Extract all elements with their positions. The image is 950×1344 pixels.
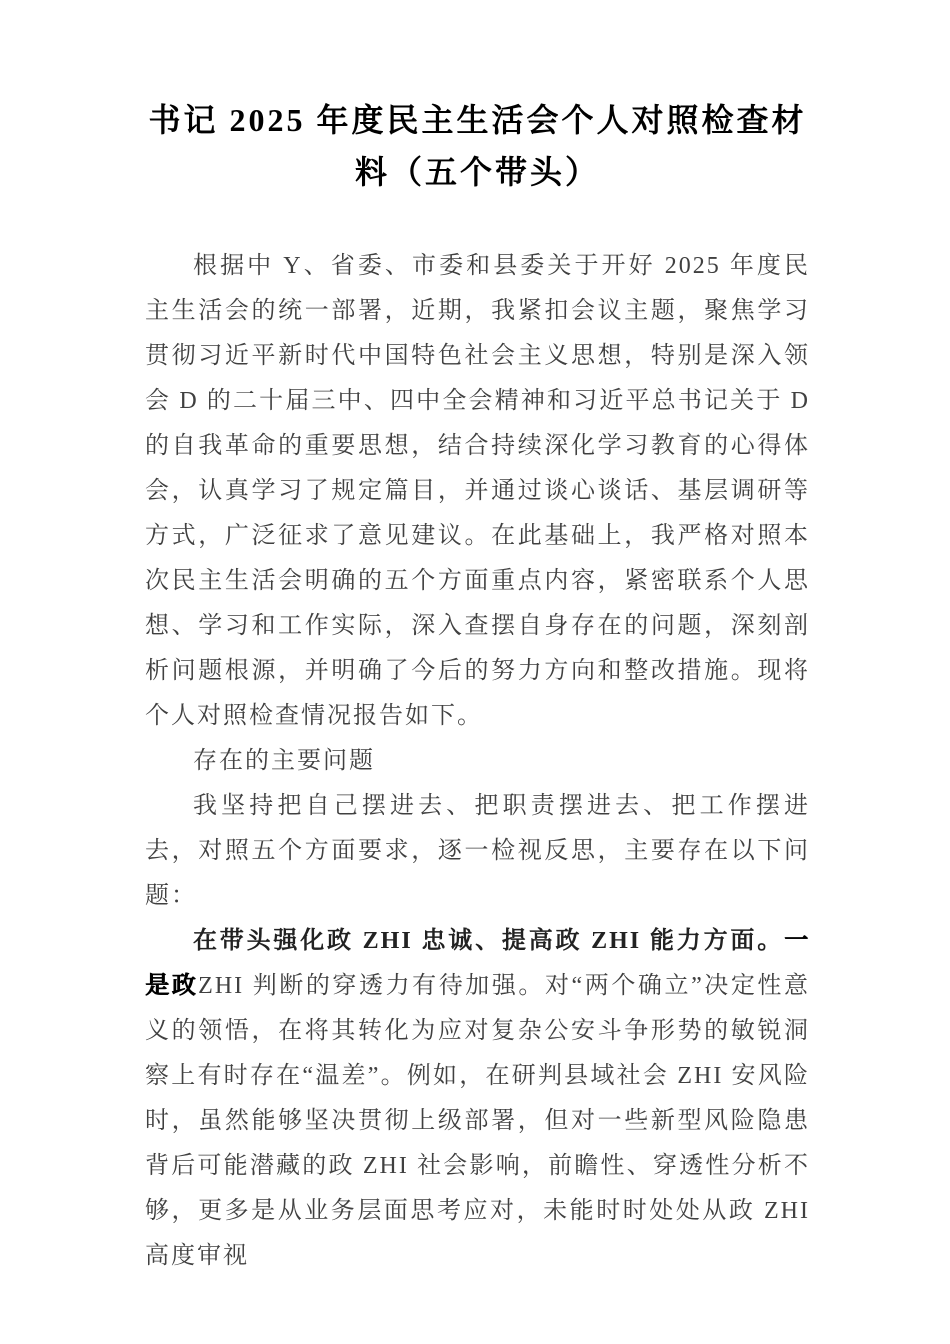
text-run: 存在的主要问题 [193, 748, 375, 774]
document-title: 书记 2025 年度民主生活会个人对照检查材料（五个带头） [148, 102, 807, 190]
text-run: 根据中 Y、省委、市委和县委关于开好 2025 年度民主生活会的统一部署，近期，我紧扣会议主题，聚焦学习贯彻习近平新时代中国特色社会主义思想，特别是深入领会 D 的二十届三中、四中全会精神和习近平总书记关于 D 的自我革命的重要思想，结合持续深化学习教育的心得体会，认真学习了规定篇目，并通过谈心谈话、基层调研等方式，广泛征求了意见建议。在此基础上，我严格对照本次民主生活会明确的五个方面重点内容，紧密联系个人思想、学习和工作实际，深入查摆自身存在的问题，深刻剖析问题根源，并明确了今后的努力方向和整改措施。现将个人对照检查情况报告如下。 [145, 253, 810, 729]
paragraph [145, 244, 810, 739]
paragraph [145, 919, 810, 1279]
text-run: 一是政 [145, 928, 810, 999]
paragraph [145, 739, 810, 784]
text-run: 我坚持把自己摆进去、把职责摆进去、把工作摆进去，对照五个方面要求，逐一检视反思，主要存在以下问题： [145, 793, 810, 909]
paragraph [145, 784, 810, 919]
text-run: 在带头强化政 ZHI 忠诚、提高政 ZHI 能力方面。 [193, 928, 784, 954]
text-run: ZHI 判断的穿透力有待加强。对“两个确立”决定性意义的领悟，在将其转化为应对复杂公安斗争形势的敏锐洞察上有时存在“温差”。例如，在研判县域社会 ZHI 安风险时，虽然能够坚决贯彻上级部署，但对一些新型风险隐患背后可能潜藏的政 ZHI 社会影响，前瞻性、穿透性分析不够，更多是从业务层面思考应对，未能时时处处从政 ZHI 高度审视 [145, 973, 811, 1269]
document-body [145, 244, 810, 1279]
